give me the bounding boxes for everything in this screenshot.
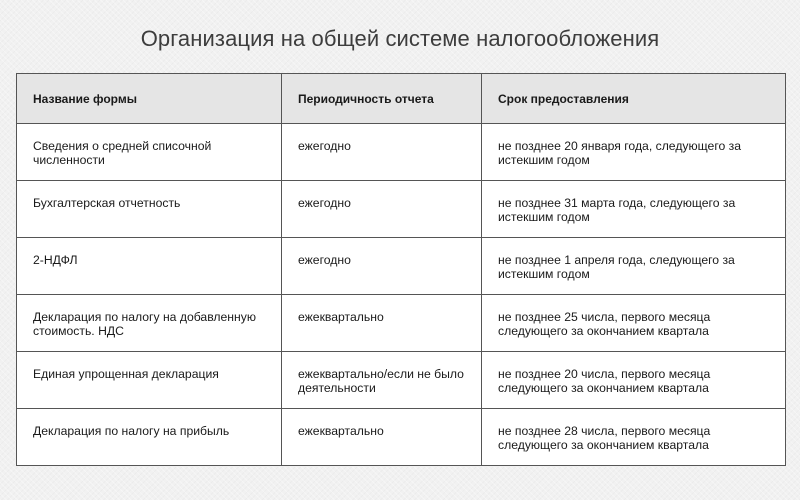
cell-periodicity: ежегодно: [282, 181, 482, 238]
cell-deadline: не позднее 25 числа, первого месяца следующего за окончанием квартала: [482, 295, 786, 352]
cell-form-name: Сведения о средней списочной численности: [17, 124, 282, 181]
cell-deadline: не позднее 20 числа, первого месяца следующего за окончанием квартала: [482, 352, 786, 409]
cell-periodicity: ежеквартально: [282, 409, 482, 466]
cell-form-name: Декларация по налогу на прибыль: [17, 409, 282, 466]
cell-form-name: 2-НДФЛ: [17, 238, 282, 295]
cell-periodicity: ежегодно: [282, 238, 482, 295]
cell-form-name: Декларация по налогу на добавленную стоимость. НДС: [17, 295, 282, 352]
column-header-form-name: Название формы: [17, 74, 282, 124]
column-header-periodicity: Периодичность отчета: [282, 74, 482, 124]
cell-deadline: не позднее 28 числа, первого месяца следующего за окончанием квартала: [482, 409, 786, 466]
table-row: [17, 238, 786, 295]
cell-form-name: Единая упрощенная декларация: [17, 352, 282, 409]
table-body: [17, 124, 786, 466]
cell-deadline: не позднее 31 марта года, следующего за истекшим годом: [482, 181, 786, 238]
table-row: [17, 124, 786, 181]
header-row: [17, 74, 786, 124]
cell-periodicity: ежеквартально: [282, 295, 482, 352]
table-row: [17, 409, 786, 466]
page-title: Организация на общей системе налогообложения: [140, 26, 660, 51]
table-row: [17, 352, 786, 409]
column-header-deadline: Срок предоставления: [482, 74, 786, 124]
table-row: [17, 181, 786, 238]
table-row: [17, 295, 786, 352]
cell-periodicity: ежегодно: [282, 124, 482, 181]
cell-form-name: Бухгалтерская отчетность: [17, 181, 282, 238]
tax-forms-table: [16, 73, 786, 466]
cell-deadline: не позднее 1 апреля года, следующего за истекшим годом: [482, 238, 786, 295]
table-header: [17, 74, 786, 124]
cell-deadline: не позднее 20 января года, следующего за истекшим годом: [482, 124, 786, 181]
cell-periodicity: ежеквартально/если не было деятельности: [282, 352, 482, 409]
